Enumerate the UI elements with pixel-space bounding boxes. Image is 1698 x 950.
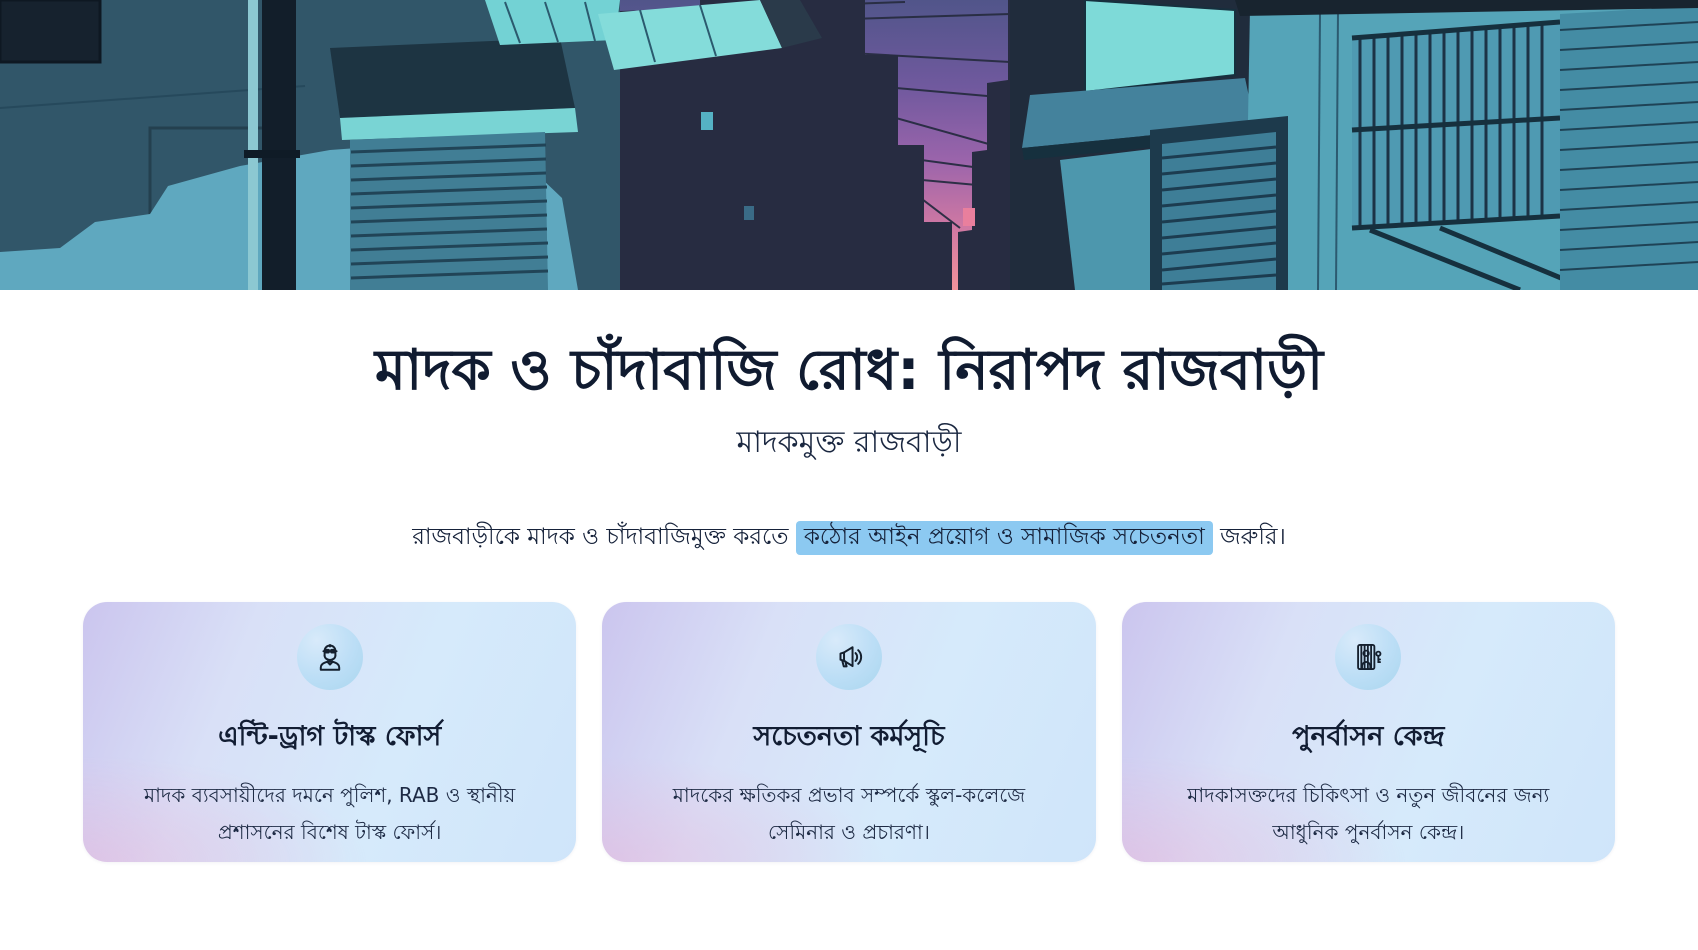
card-title: পুনর্বাসন কেন্দ্র: [1292, 720, 1445, 752]
lead-highlight: কঠোর আইন প্রয়োগ ও সামাজিক সচেতনতা: [796, 521, 1213, 555]
hero-illustration: [0, 0, 1698, 290]
card-icon-circle: [816, 624, 882, 690]
intro-section: [0, 336, 1698, 556]
card-description: মাদক ব্যবসায়ীদের দমনে পুলিশ, RAB ও স্থানীয় প্রশাসনের বিশেষ টাস্ক ফোর্স।: [143, 782, 516, 844]
card-awareness-program: [602, 602, 1095, 862]
card-icon-circle: [297, 624, 363, 690]
hero-image: [0, 0, 1698, 290]
megaphone-icon: [832, 640, 866, 674]
page-subtitle: মাদকমুক্ত রাজবাড়ী: [736, 425, 962, 460]
card-description: মাদকাসক্তদের চিকিৎসা ও নতুন জীবনের জন্য আধুনিক পুনর্বাসন কেন্দ্র।: [1187, 782, 1550, 844]
police-officer-icon: [313, 640, 347, 674]
lead-paragraph: [0, 519, 1698, 556]
lead-text-before: রাজবাড়ীকে মাদক ও চাঁদাবাজিমুক্ত করতে: [412, 524, 796, 550]
prison-rehabilitation-icon: [1351, 640, 1385, 674]
card-description: মাদকের ক্ষতিকর প্রভাব সম্পর্কে স্কুল-কলেজে সেমিনার ও প্রচারণা।: [672, 782, 1026, 844]
card-icon-circle: [1335, 624, 1401, 690]
feature-cards: [83, 602, 1615, 862]
hero-right-building: [1010, 0, 1698, 290]
card-anti-drug-task-force: [83, 602, 576, 862]
card-title: সচেতনতা কর্মসূচি: [753, 720, 945, 752]
card-title: এন্টি-ড্রাগ টাস্ক ফোর্স: [218, 720, 442, 752]
lead-text-after: জরুরি।: [1212, 524, 1286, 550]
card-rehabilitation-center: [1122, 602, 1615, 862]
page-title: মাদক ও চাঁদাবাজি রোধ: নিরাপদ রাজবাড়ী: [374, 338, 1324, 403]
